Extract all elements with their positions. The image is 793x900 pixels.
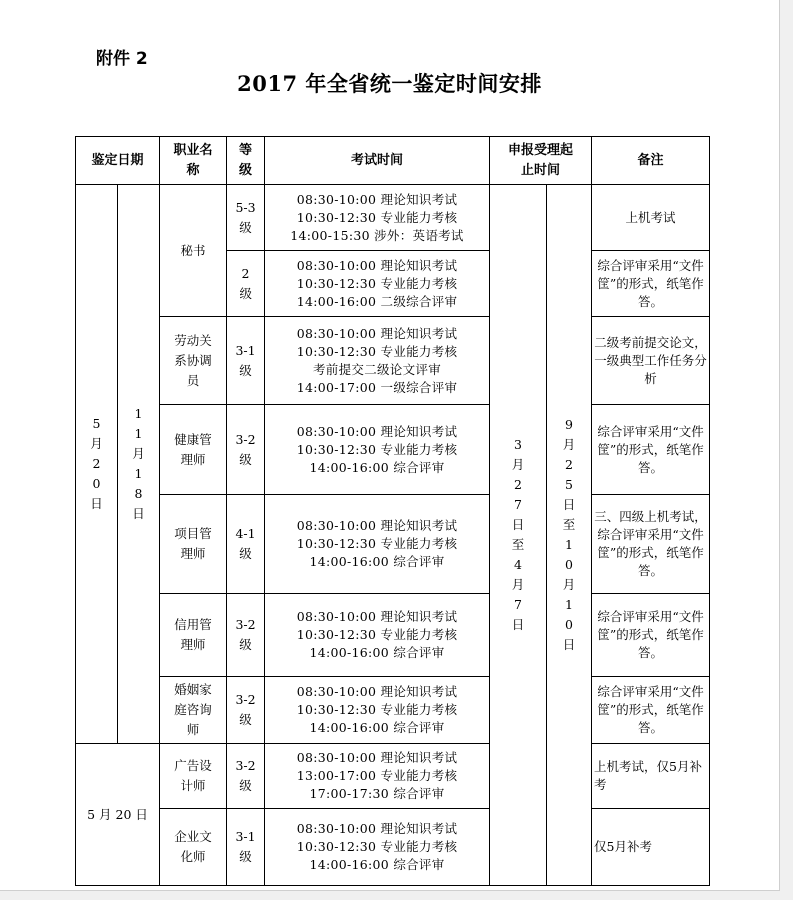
table-row [76, 185, 710, 251]
exam-time: 08:30-10:00 理论知识考试 10:30-12:30 专业能力考核 14:00-16:00 综合评审 [265, 809, 490, 886]
note: 仅5月补考 [592, 809, 710, 886]
note: 上机考试 [592, 185, 710, 251]
exam-time: 08:30-10:00 理论知识考试 10:30-12:30 专业能力考核 14:00-16:00 二级综合评审 [265, 251, 490, 317]
table-row [76, 809, 710, 886]
level: 3-2级 [227, 744, 265, 809]
exam-time: 08:30-10:00 理论知识考试 10:30-12:30 专业能力考核 14:00-16:00 综合评审 [265, 677, 490, 744]
header-job: 职业名称 [160, 137, 227, 185]
job-name: 健康管理师 [160, 405, 227, 495]
exam-time: 08:30-10:00 理论知识考试 10:30-12:30 专业能力考核 14:00-16:00 综合评审 [265, 594, 490, 677]
level: 5-3级 [227, 185, 265, 251]
exam-time: 08:30-10:00 理论知识考试 13:00-17:00 专业能力考核 17:00-17:30 综合评审 [265, 744, 490, 809]
exam-time: 08:30-10:00 理论知识考试 10:30-12:30 专业能力考核 14:00-15:30 涉外：英语考试 [265, 185, 490, 251]
table-row [76, 594, 710, 677]
note: 综合评审采用“文件筐”的形式，纸笔作答。 [592, 251, 710, 317]
level: 3-2级 [227, 677, 265, 744]
job-name: 秘书 [160, 185, 227, 317]
header-note: 备注 [592, 137, 710, 185]
job-name: 劳动关系协调员 [160, 317, 227, 405]
exam-time: 08:30-10:00 理论知识考试 10:30-12:30 专业能力考核 14:00-16:00 综合评审 [265, 405, 490, 495]
exam-time: 08:30-10:00 理论知识考试 10:30-12:30 专业能力考核 考前提交二级论文评审 14:00-17:00 一级综合评审 [265, 317, 490, 405]
level: 3-2级 [227, 594, 265, 677]
job-name: 信用管理师 [160, 594, 227, 677]
level: 3-2级 [227, 405, 265, 495]
note: 综合评审采用“文件筐”的形式，纸笔作答。 [592, 594, 710, 677]
table-row [76, 744, 710, 809]
note: 上机考试，仅5月补考 [592, 744, 710, 809]
attachment-label: 附件 2 [96, 49, 148, 69]
apply-period-b: 9月25日至10月10日 [547, 185, 592, 886]
level: 3-1级 [227, 317, 265, 405]
exam-time: 08:30-10:00 理论知识考试 10:30-12:30 专业能力考核 14:00-16:00 综合评审 [265, 495, 490, 594]
header-exam-time: 考试时间 [265, 137, 490, 185]
note: 综合评审采用“文件筐”的形式，纸笔作答。 [592, 405, 710, 495]
level: 4-1级 [227, 495, 265, 594]
table-row [76, 495, 710, 594]
job-name: 婚姻家庭咨询师 [160, 677, 227, 744]
date-cell-group2: 5 月 20 日 [76, 744, 160, 886]
schedule-table [75, 136, 710, 886]
job-name: 项目管理师 [160, 495, 227, 594]
job-name: 广告设计师 [160, 744, 227, 809]
header-level: 等级 [227, 137, 265, 185]
note: 综合评审采用“文件筐”的形式，纸笔作答。 [592, 677, 710, 744]
document-title: 2017 年全省统一鉴定时间安排 [237, 71, 542, 96]
header-date: 鉴定日期 [76, 137, 160, 185]
table-row [76, 405, 710, 495]
header-row [76, 137, 710, 185]
level: 2级 [227, 251, 265, 317]
note: 二级考前提交论文，一级典型工作任务分析 [592, 317, 710, 405]
job-name: 企业文化师 [160, 809, 227, 886]
date-cell-b: 11月18日 [118, 185, 160, 744]
table-row [76, 317, 710, 405]
apply-period-a: 3月27日至4月7日 [490, 185, 547, 886]
table-row [76, 677, 710, 744]
date-cell-a: 5月20日 [76, 185, 118, 744]
note: 三、四级上机考试，综合评审采用“文件筐”的形式，纸笔作答。 [592, 495, 710, 594]
level: 3-1级 [227, 809, 265, 886]
header-apply-period: 申报受理起止时间 [490, 137, 592, 185]
